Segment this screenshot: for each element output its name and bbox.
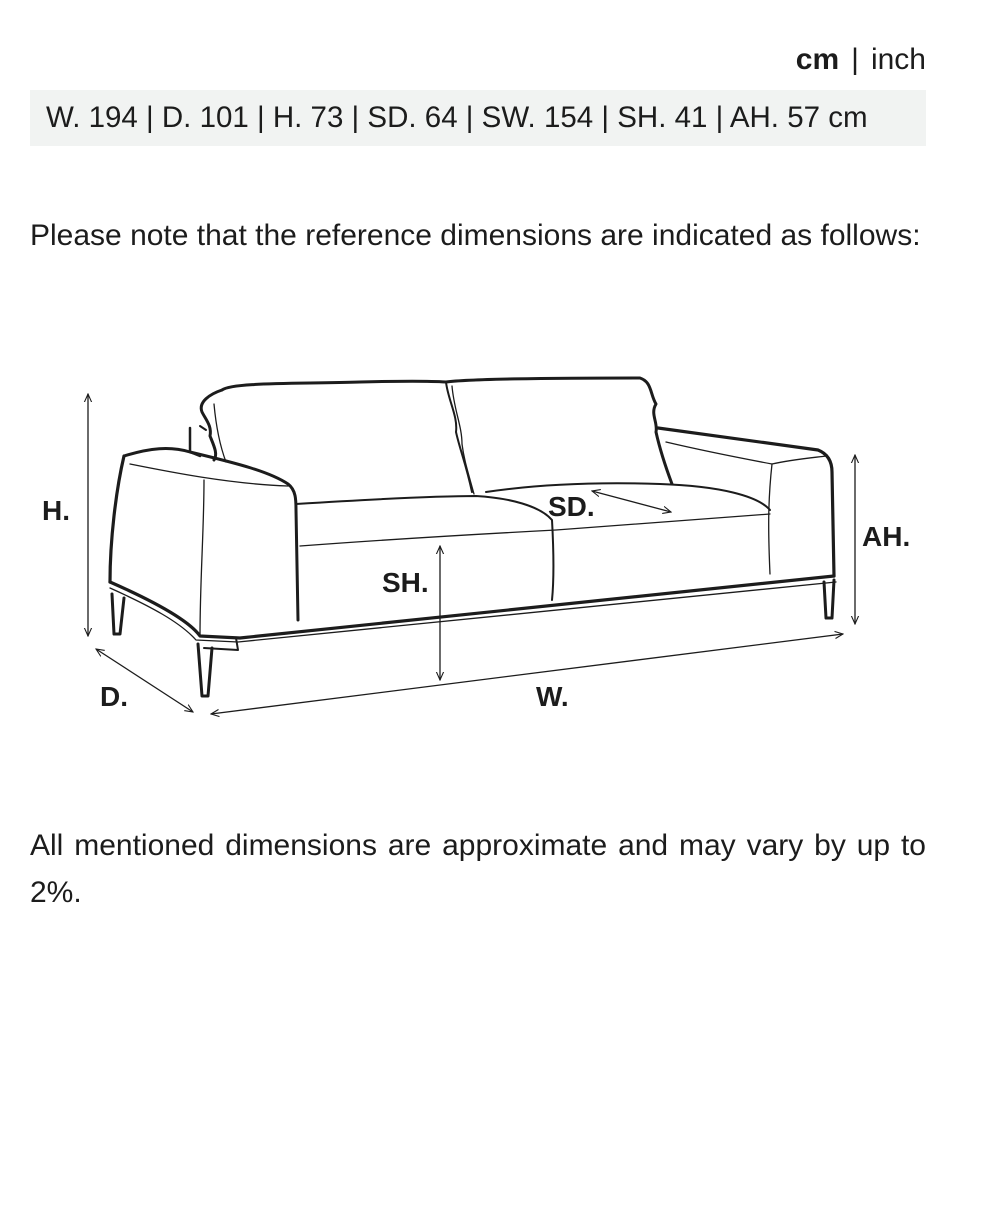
width-arrow (211, 634, 843, 714)
unit-inch-option[interactable]: inch (870, 43, 926, 76)
dimensions-summary-text: W. 194 | D. 101 | H. 73 | SD. 64 | SW. 154 | SH. 41 | AH. 57 cm (46, 101, 868, 134)
height-label: H. (42, 495, 70, 526)
seat-depth-label: SD. (548, 491, 595, 522)
sofa-dimension-diagram (0, 360, 984, 740)
depth-label: D. (100, 681, 128, 712)
arm-height-label: AH. (862, 521, 911, 552)
dimension-lines (88, 394, 855, 714)
reference-note: Please note that the reference dimensions are indicated as follows: (30, 219, 921, 252)
width-label: W. (536, 681, 569, 712)
dimensions-summary-bar (30, 90, 926, 146)
seat-depth-arrow (592, 491, 671, 512)
sofa-line-drawing (0, 360, 984, 740)
unit-separator: | (851, 43, 859, 76)
unit-cm-option[interactable]: cm (795, 43, 840, 76)
unit-toggle (796, 40, 926, 80)
seat-height-label: SH. (382, 567, 429, 598)
approximation-disclaimer: All mentioned dimensions are approximate and may vary by up to 2%. (30, 829, 926, 909)
